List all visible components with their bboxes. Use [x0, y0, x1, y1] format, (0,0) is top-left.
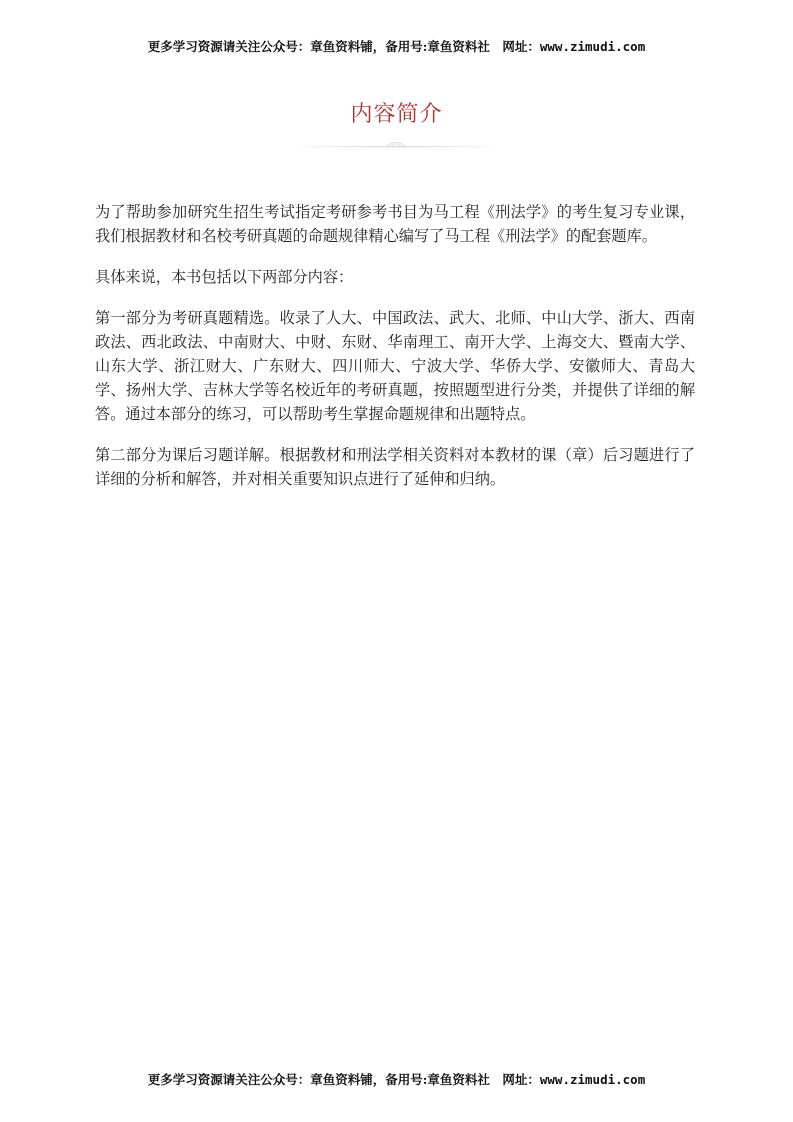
page-title: 内容简介 [350, 102, 443, 127]
footer-banner-url[interactable]: www.zimudi.com [539, 1072, 646, 1087]
paragraph-part-two: 第二部分为课后习题详解。根据教材和刑法学相关资料对本教材的课（章）后习题进行了详细的分析和解答，并对相关重要知识点进行了延伸和归纳。 [95, 446, 695, 488]
header-banner-text: 更多学习资源请关注公众号：章鱼资料铺，备用号:章鱼资料社 网址： [147, 39, 540, 54]
footer-banner-text: 更多学习资源请关注公众号：章鱼资料铺，备用号:章鱼资料社 网址： [147, 1072, 540, 1087]
paragraph-part-one: 第一部分为考研真题精选。收录了人大、中国政法、武大、北师、中山大学、浙大、西南政法、西北政法、中南财大、中财、东财、华南理工、南开大学、上海交大、暨南大学、山东大学、浙江财大、广东财大、四川师大、宁波大学、华侨大学、安徽师大、青岛大学、扬州大学、吉林大学等名校近年的考研真题，按照题型进行分类，并提供了详细的解答。通过本部分的练习，可以帮助考生掌握命题规律和出题特点。 [95, 309, 695, 423]
footer-banner [0, 1070, 793, 1088]
header-banner [0, 37, 793, 55]
title-divider-ornament [290, 138, 502, 154]
intro-content [95, 200, 695, 508]
paragraph-summary: 具体来说，本书包括以下两部分内容： [95, 268, 354, 286]
paragraph-intro: 为了帮助参加研究生招生考试指定考研参考书目为马工程《刑法学》的考生复习专业课，我们根据教材和名校考研真题的命题规律精心编写了马工程《刑法学》的配套题库。 [95, 203, 695, 245]
header-banner-url[interactable]: www.zimudi.com [539, 39, 646, 54]
